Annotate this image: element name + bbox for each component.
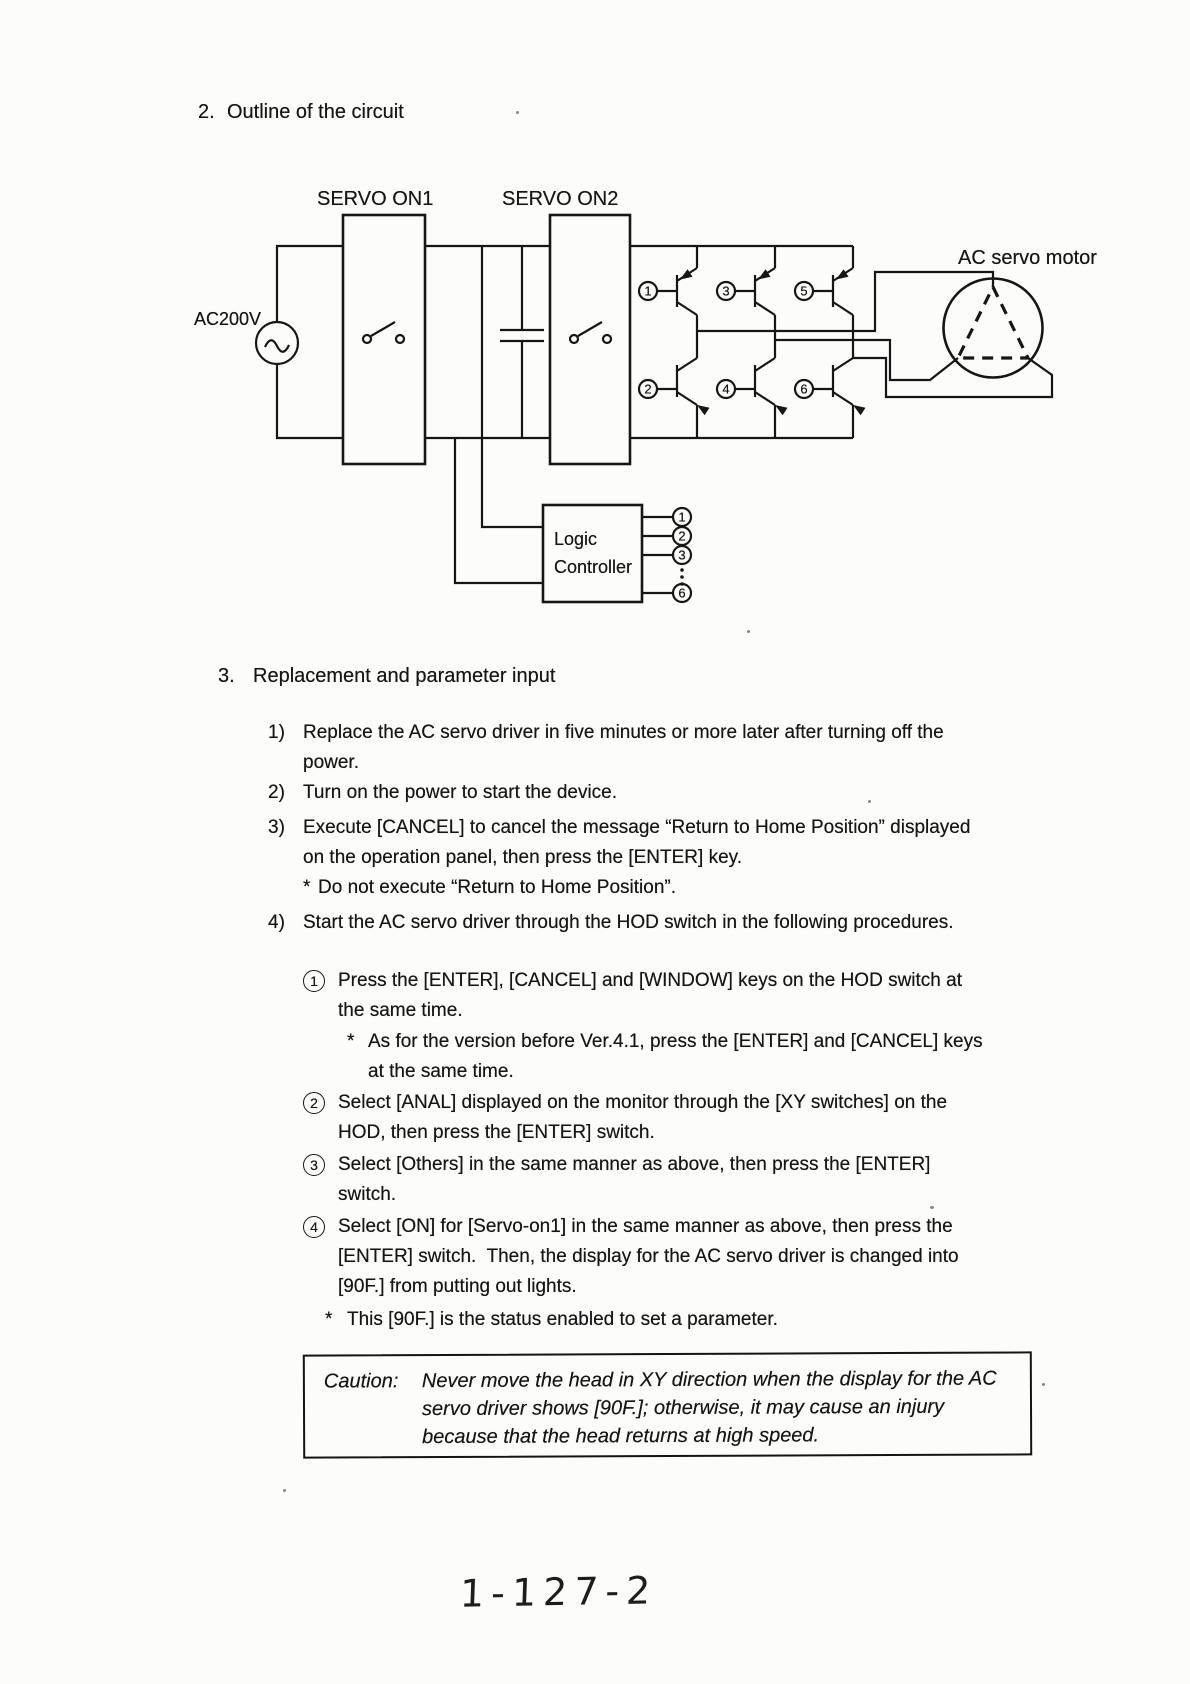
step-4: 4) Start the AC servo driver through the HOD switch in the following procedures. [268,912,954,933]
ac200v-label: AC200V [194,309,262,329]
circled-3-marker: 3 [303,1154,325,1176]
inverter-bridge [639,246,866,438]
section-3-heading [218,661,555,691]
capacitor-icon [500,246,544,438]
substep-2: 2 Select [ANAL] displayed on the monitor through the [XY switches] on the HOD, then press the [ENTER] switch. [303,1088,947,1148]
section-3-number: 3. [218,665,235,687]
logic-output-3-label: 3 [678,547,686,563]
page-number: 1-127-2 [459,1568,659,1616]
ac-source-symbol [256,246,343,438]
substep-1: 1 Press the [ENTER], [CANCEL] and [WINDOW] keys on the HOD switch at the same time. [303,966,962,1026]
substep-1-note: * As for the version before Ver.4.1, press the [ENTER] and [CANCEL] keys at the same time. [347,1031,983,1082]
circled-2-marker: 2 [303,1092,325,1114]
servo-on1-contactor [343,215,425,464]
dc-link-wire [455,246,543,583]
caution-box: Caution: Never move the head in XY direction when the display for the AC servo driver shows [90F.]; otherwise, it may cause an injury because that the head returns at high speed. [303,1351,1032,1458]
transistor-pair-2 [717,246,788,438]
scan-speck [930,1206,934,1209]
section-2-heading [198,97,404,127]
substep-4-note: * This [90F.] is the status enabled to set a parameter. [325,1309,778,1330]
step-3: 3) Execute [CANCEL] to cancel the message “Return to Home Position” displayed on the operation panel, then press the [ENTER] key. [268,817,971,868]
scan-speck [747,630,750,633]
scan-speck [283,1489,286,1492]
section-2-number: 2. [198,101,215,123]
transistor-pair-1 [639,246,710,438]
scan-speck [1042,1383,1045,1386]
transistor-pair-3 [795,246,866,438]
logic-output-2-label: 2 [678,528,686,544]
transistor-2-label: 2 [644,381,652,397]
caution-label: Caution: [323,1370,399,1393]
transistor-1-label: 1 [644,283,652,299]
scan-speck [516,111,519,114]
servo-on1-label: SERVO ON1 [317,188,434,210]
step-2: 2) Turn on the power to start the device. [268,782,618,803]
scan-speck [868,800,871,803]
circled-4-marker: 4 [303,1216,325,1238]
servo-on2-contactor [550,215,630,464]
section-3-title: Replacement and parameter input [253,665,556,687]
substep-3: 3 Select [Others] in the same manner as above, then press the [ENTER] switch. [303,1150,930,1210]
power-bus-wires [425,246,853,438]
step-3-note: * Do not execute “Return to Home Position”. [303,877,677,898]
logic-output-1-label: 1 [678,509,686,525]
servo-on2-label: SERVO ON2 [502,188,619,210]
step-1: 1) Replace the AC servo driver in five minutes or more later after turning off the power. [268,722,944,773]
logic-controller-block [543,505,691,602]
section-2-title: Outline of the circuit [227,101,404,123]
substep-4: 4 Select [ON] for [Servo-on1] in the same manner as above, then press the [ENTER] switch. Then, the display for the AC servo driver is changed into [90F.] from putting out lights. [303,1212,959,1302]
logic-output-6-label: 6 [678,585,686,601]
circled-1-marker: 1 [303,970,325,992]
transistor-4-label: 4 [722,381,730,397]
ac-servo-motor-label: AC servo motor [958,247,1097,269]
logic-label-line2: Controller [554,557,633,577]
transistor-3-label: 3 [722,283,730,299]
transistor-5-label: 5 [800,283,808,299]
circuit-diagram [0,150,1190,630]
logic-label-line1: Logic [554,529,598,549]
ac-servo-motor-symbol [944,279,1043,378]
transistor-6-label: 6 [800,381,808,397]
